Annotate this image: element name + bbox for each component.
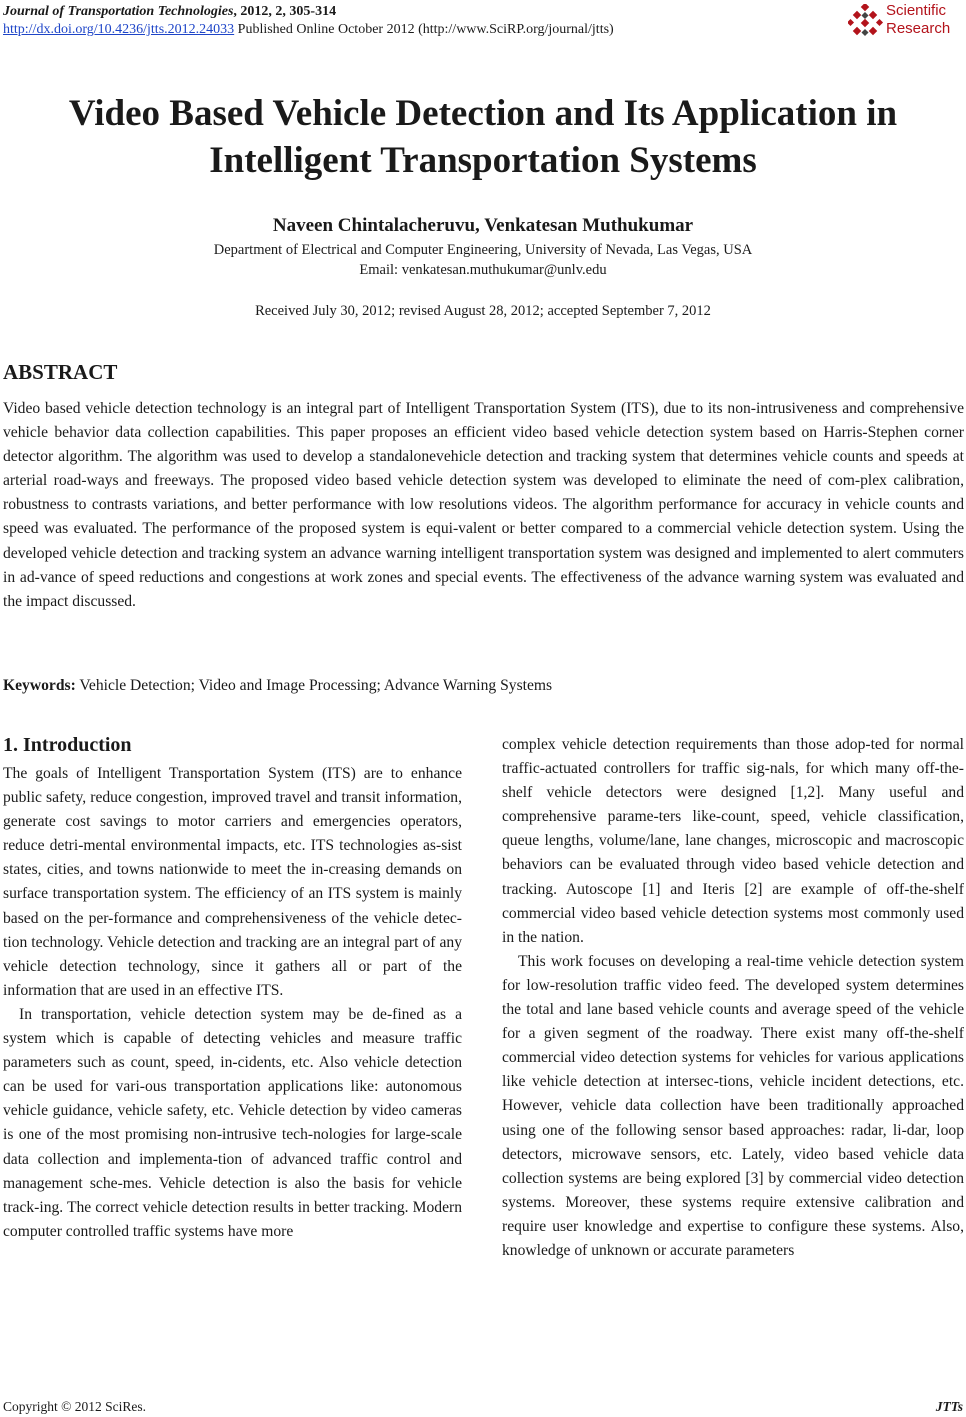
logo-line-2: Research (886, 20, 951, 37)
scirp-logo-icon (848, 4, 884, 38)
title-line-2: Intelligent Transportation Systems (209, 140, 757, 181)
journal-citation (3, 3, 336, 21)
journal-name: Journal of Transportation Technologies (3, 4, 234, 19)
keywords-label: Keywords: (3, 677, 76, 694)
keywords (3, 674, 964, 698)
abstract-text: Video based vehicle detection technology is an integral part of Intelligent Transportation System (ITS), due to its non-intrusiveness and comprehensive vehicle behavior data collection capabilities. This paper proposes an efficient video based vehicle detection system based on Harris-Stephen corner detector algorithm. The algorithm was used to develop a standalonevehicle detection and tracking system that determines vehicle counts and speeds at arterial road-ways and freeways. The proposed video based vehicle detection system was developed to eliminate the need of com-plex calibration, robustness to contrasts variations, and better performance with low resolutions videos. The algorithm performance for accuracy in vehicle counts and speed was evaluated. The performance of the proposed system is equi-valent or better compared to a commercial vehicle detection system. Using the developed vehicle detection and tracking system an advance warning intelligent transportation system was designed and implemented to alert commuters in ad-vance of speed reductions and congestions at work zones and special events. The effectiveness of the advance warning system was evaluated and the impact discussed. (3, 400, 964, 610)
author-email: Email: venkatesan.muthukumar@unlv.edu (359, 262, 607, 278)
intro-paragraph-4: This work focuses on developing a real-time vehicle detection system for low-resolution traffic video feed. The developed system determines the total and lane based vehicle counts and average speed of the vehicle for a given segment of the roadway. There exist many off-the-shelf commercial video detection systems for vehicles for various applications like vehicle detection at intersec-tions, vehicle incident detections, etc. However, vehicle data collection have been traditionally approached using one of the following sensor based approaches: radar, li-dar, loop detectors, microwave sensors, etc. Lately, video based vehicle data collection systems are being explored [3] by commercial video detection systems. Moreover, these systems require extensive calibration and require user knowledge and expertise to configure these systems. Also, knowledge of unknown or accurate parameters (502, 952, 964, 1259)
doi-line (3, 21, 614, 39)
copyright: Copyright © 2012 SciRes. (3, 1399, 147, 1414)
received-dates: Received July 30, 2012; revised August 28, 2012; accepted September 7, 2012 (255, 303, 711, 319)
section-heading-introduction: 1. Introduction (3, 734, 132, 756)
journal-volume: , 2012, 2, 305-314 (233, 4, 337, 19)
keywords-list: Vehicle Detection; Video and Image Processing; Advance Warning Systems (75, 677, 553, 694)
doi-link[interactable]: http://dx.doi.org/10.4236/jtts.2012.24033 (3, 22, 235, 37)
intro-paragraph-3: complex vehicle detection requirements than those adop-ted for normal traffic-actuated controllers for traffic sig-nals, for which many off-the-shelf vehicle detectors were designed [1,2]. Many useful and comprehensive parame-ters like-count, speed, vehicle classification, queue lengths, volume/lane, lane changes, microscopic and macroscopic behaviors can be evaluated through video based vehicle detection and tracking. Autoscope [1] and Iteris [2] are example of off-the-shelf commercial video based vehicle detection systems most commonly used in the nation. (502, 736, 964, 946)
title-line-1: Video Based Vehicle Detection and Its Application in (68, 93, 898, 134)
authors: Naveen Chintalacheruvu, Venkatesan Muthukumar (272, 215, 694, 236)
intro-paragraph-2: In transportation, vehicle detection system may be de-fined as a system which is capable of detecting vehicles and measure traffic parameters such as count, speed, in-cidents, etc. Also vehicle detection can be used for vari-ous transportation applications like: autonomous vehicle guidance, vehicle safety, etc. Vehicle detection by video cameras is one of the most promising non-intrusive tech-nologies for large-scale data collection and implementa-tion of advanced traffic control and management sche-mes. Vehicle detection is also the basis for vehicle track-ing. The correct vehicle detection results in better tracking. Modern computer controlled traffic systems have more (3, 1005, 462, 1240)
journal-abbreviation: JTTs (935, 1399, 963, 1414)
logo-line-1: Scientific (886, 2, 947, 19)
abstract-heading: ABSTRACT (3, 360, 118, 384)
intro-paragraph-1: The goals of Intelligent Transportation System (ITS) are to enhance public safety, reduce congestion, improved travel and transit information, generate cost savings to motor carriers and emergencies operators, reduce detri-mental environmental impacts, etc. ITS technologies as-sist states, cities, and towns nationwide to meet the in-creasing demands on surface transportation system. The efficiency of an ITS system is mainly based on the per-formance and comprehensiveness of the vehicle detec-tion technology. Vehicle detection and tracking are an integral part of any vehicle detection technology, since it gathers all or part of the information that are used in an effective ITS. (3, 765, 462, 999)
right-column (502, 733, 964, 1263)
left-column (3, 733, 462, 1244)
affiliation: Department of Electrical and Computer Engineering, University of Nevada, Las Vegas, USA (213, 242, 753, 258)
paper-title (20, 90, 946, 184)
scirp-logo (848, 2, 966, 42)
published-online: Published Online October 2012 (http://www.SciRP.org/journal/jtts) (234, 22, 614, 37)
scirp-logo-wordmark (886, 2, 950, 38)
